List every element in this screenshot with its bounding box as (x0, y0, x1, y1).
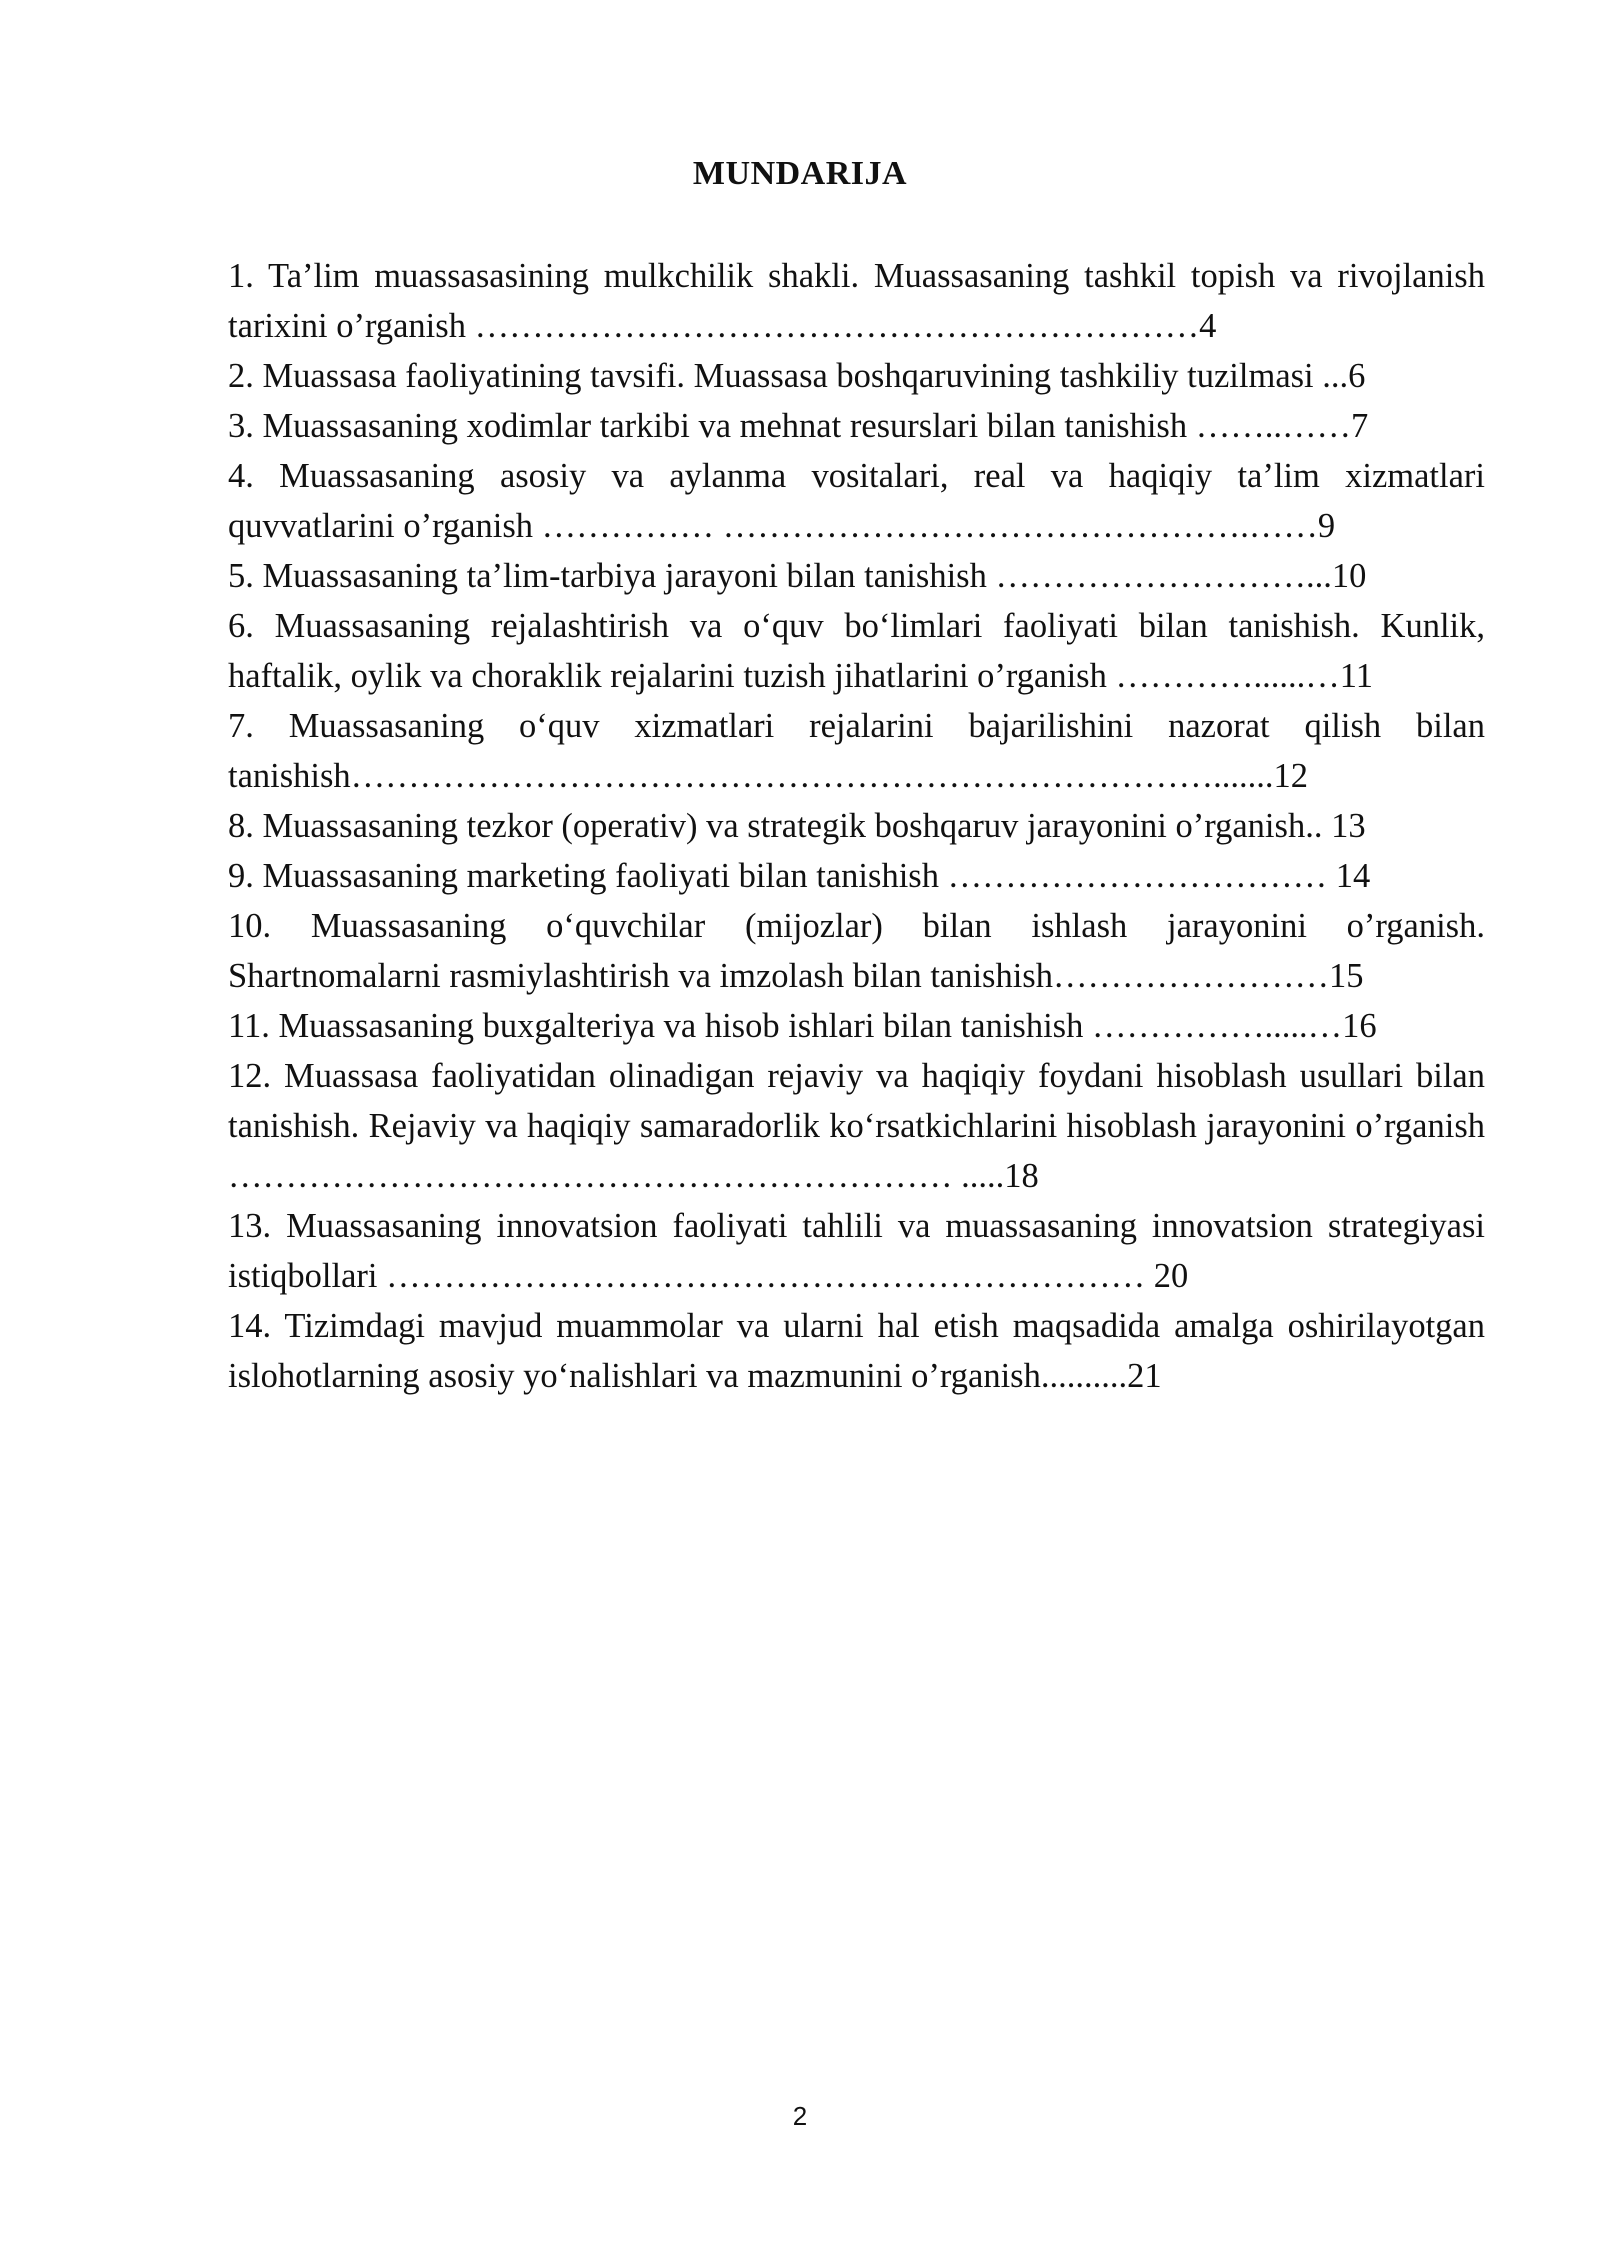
toc-entry-7: 7. Muassasaning o‘quv xizmatlari rejalarini bajarilishini nazorat qilish bilan tanishish………………………………………………………………….......12 (228, 707, 1485, 795)
toc-entry-12: 12. Muassasa faoliyatidan olinadigan rejaviy va haqiqiy foydani hisoblash usullari bilan tanishish. Rejaviy va haqiqiy samaradorlik ko‘rsatkichlarini hisoblash jarayonini o’rganish ……………………………………………………… .....18 (228, 1057, 1485, 1195)
page-number: 2 (792, 2101, 808, 2131)
table-of-contents (228, 251, 1485, 1401)
toc-entry-11: 11. Muassasaning buxgalteriya va hisob ishlari bilan tanishish …………….....…16 (228, 1007, 1377, 1045)
toc-heading: MUNDARIJA (692, 155, 908, 192)
toc-entry-4: 4. Muassasaning asosiy va aylanma vositalari, real va haqiqiy ta’lim xizmatlari quvvatlarini o’rganish …………… ……………………………………….……9 (228, 457, 1485, 545)
toc-entry-1: 1. Ta’lim muassasasining mulkchilik shakli. Muassasaning tashkil topish va rivojlanish tarixini o’rganish ………………………………………………………4 (228, 257, 1485, 345)
toc-entry-14: 14. Tizimdagi mavjud muammolar va ularni hal etish maqsadida amalga oshirilayotgan islohotlarning asosiy yo‘nalishlari va mazmunini o’rganish..........21 (228, 1307, 1485, 1395)
toc-entry-2: 2. Muassasa faoliyatining tavsifi. Muassasa boshqaruvining tashkiliy tuzilmasi ...6 (228, 357, 1366, 395)
toc-entry-9: 9. Muassasaning marketing faoliyati bilan tanishish …………………………… 14 (228, 857, 1371, 895)
toc-entry-3: 3. Muassasaning xodimlar tarkibi va mehnat resurslari bilan tanishish ……..……7 (228, 407, 1369, 445)
toc-entry-13: 13. Muassasaning innovatsion faoliyati tahlili va muassasaning innovatsion strategiyasi istiqbollari ………………………………………………………… 20 (228, 1207, 1485, 1295)
toc-entry-10: 10. Muassasaning o‘quvchilar (mijozlar) bilan ishlash jarayonini o’rganish. Shartnomalarni rasmiylashtirish va imzolash bilan tanishish……………………15 (228, 907, 1485, 995)
toc-entry-8: 8. Muassasaning tezkor (operativ) va strategik boshqaruv jarayonini o’rganish.. 13 (228, 807, 1366, 845)
toc-entry-5: 5. Muassasaning ta’lim-tarbiya jarayoni bilan tanishish ………………………...10 (228, 557, 1367, 595)
toc-entry-6: 6. Muassasaning rejalashtirish va o‘quv bo‘limlari faoliyati bilan tanishish. Kunlik, haftalik, oylik va choraklik rejalarini tuzish jihatlarini o’rganish …………......…11 (228, 607, 1485, 695)
